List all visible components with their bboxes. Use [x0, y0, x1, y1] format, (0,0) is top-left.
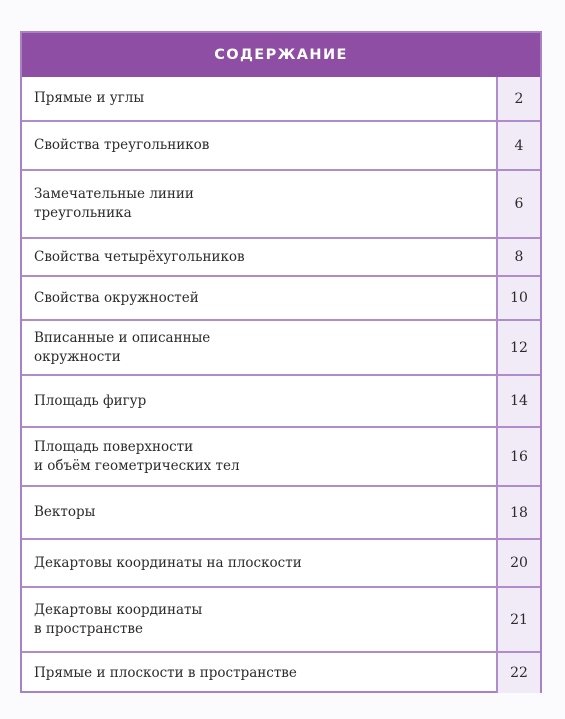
- table-of-contents: [20, 31, 542, 693]
- toc-row[interactable]: [22, 122, 540, 171]
- toc-row[interactable]: [22, 588, 540, 653]
- toc-row[interactable]: [22, 239, 540, 277]
- toc-entry-title: Прямые и углы: [34, 90, 145, 106]
- toc-entry-page: 18: [496, 487, 540, 538]
- toc-entry-page: 22: [496, 653, 540, 693]
- toc-entry-page: 21: [496, 588, 540, 651]
- toc-row[interactable]: [22, 487, 540, 540]
- toc-entry-title: Векторы: [34, 504, 96, 520]
- toc-entry-page: 2: [496, 77, 540, 120]
- toc-entry-page: 12: [496, 321, 540, 374]
- toc-entry-page: 10: [496, 277, 540, 319]
- toc-row[interactable]: [22, 321, 540, 376]
- toc-entry-page: 14: [496, 376, 540, 426]
- toc-row[interactable]: [22, 171, 540, 239]
- toc-entry-page: 4: [496, 122, 540, 169]
- toc-entry-title: Прямые и плоскости в пространстве: [34, 664, 297, 681]
- toc-row[interactable]: [22, 428, 540, 487]
- toc-entry-page: 6: [496, 171, 540, 237]
- toc-header: [22, 33, 540, 77]
- toc-row[interactable]: [22, 77, 540, 122]
- toc-entry-title: Свойства треугольников: [34, 137, 210, 153]
- toc-entry-title: Декартовы координаты на плоскости: [34, 554, 302, 571]
- toc-row[interactable]: [22, 540, 540, 588]
- toc-entry-title: Свойства четырёхугольников: [34, 248, 245, 265]
- toc-title: СОДЕРЖАНИЕ: [214, 47, 348, 63]
- toc-row[interactable]: [22, 376, 540, 428]
- toc-entry-title: Площадь поверхности и объём геометрических тел: [34, 438, 240, 474]
- toc-row[interactable]: [22, 653, 540, 693]
- toc-entry-page: 8: [496, 239, 540, 275]
- toc-entry-page: 20: [496, 540, 540, 586]
- toc-entry-page: 16: [496, 428, 540, 485]
- toc-entry-title: Свойства окружностей: [34, 289, 199, 306]
- toc-entry-title: Площадь фигур: [34, 392, 147, 409]
- toc-entry-title: Вписанные и описанные окружности: [34, 329, 211, 365]
- toc-row[interactable]: [22, 277, 540, 321]
- toc-entry-title: Декартовы координаты в пространстве: [34, 601, 203, 637]
- toc-entry-title: Замечательные линии треугольника: [34, 186, 194, 221]
